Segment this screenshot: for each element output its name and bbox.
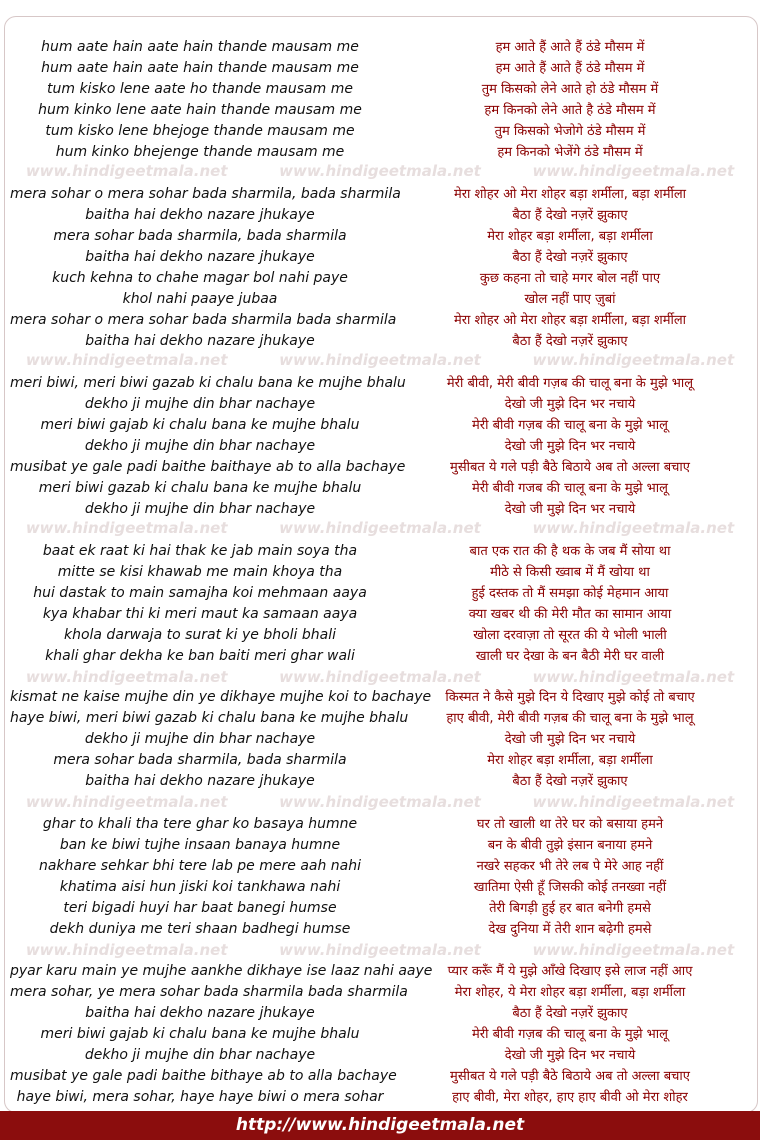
lyric-english: ban ke biwi tujhe insaan banaya humne [59, 837, 341, 853]
lyric-english: hui dastak to main samajha koi mehmaan aaya [33, 585, 367, 601]
lyric-english: kuch kehna to chahe magar bol nahi paye [52, 270, 348, 286]
lyric-hindi: तेरी बिगड़ी हुई हर बात बनेगी हमसे [489, 901, 651, 916]
lyric-hindi: देखो जी मुझे दिन भर नचाये [504, 397, 636, 412]
watermark-text: www.hindigeetmala.net [25, 519, 228, 537]
lyric-hindi: मेरी बीवी गजब की चालू बना के मुझे भालू [472, 481, 668, 496]
lyric-english: meri biwi gajab ki chalu bana ke mujhe bhalu [40, 1026, 360, 1042]
lyric-line [0, 436, 760, 457]
lyric-english: hum aate hain aate hain thande mausam me [41, 39, 359, 55]
lyric-line [0, 373, 760, 394]
lyric-english: pyar karu main ye mujhe aankhe dikhaye ise laaz nahi aaye [10, 963, 433, 979]
lyric-english: dekho ji mujhe din bhar nachaye [84, 731, 316, 747]
lyric-hindi: मेरी बीवी गज़ब की चालू बना के मुझे भालू [472, 1027, 668, 1042]
lyric-english: baitha hai dekho nazare jhukaye [85, 207, 315, 223]
lyric-hindi: हम आते हैं आते हैं ठंडे मौसम में [495, 61, 645, 76]
lyric-line [0, 1087, 760, 1108]
lyric-line [0, 478, 760, 499]
lyric-hindi: मीठे से किसी ख्वाब में मैं खोया था [490, 565, 650, 580]
lyric-line [0, 37, 760, 58]
lyric-line [0, 1024, 760, 1045]
lyric-line [0, 771, 760, 792]
lyric-line [0, 961, 760, 982]
lyric-line [0, 625, 760, 646]
lyric-line [0, 499, 760, 520]
lyric-hindi: हुई दस्तक तो मैं समझा कोई मेहमान आया [471, 586, 669, 601]
watermark-text: www.hindigeetmala.net [279, 351, 481, 369]
lyric-hindi: खोल नहीं पाए ज़ुबां [524, 292, 616, 307]
lyric-line [0, 268, 760, 289]
stanza [0, 961, 760, 1108]
watermark-text: www.hindigeetmala.net [532, 519, 735, 537]
lyric-hindi: देखो जी मुझे दिन भर नचाये [504, 439, 636, 454]
lyric-hindi: मुसीबत ये गले पड़ी बैठे बिठाये अब तो अल्ला बचाए [450, 460, 690, 475]
lyric-english: dekho ji mujhe din bhar nachaye [84, 1047, 316, 1063]
lyric-hindi: देखो जी मुझे दिन भर नचाये [504, 732, 636, 747]
lyric-english: hum aate hain aate hain thande mausam me [41, 60, 359, 76]
watermark-text: www.hindigeetmala.net [25, 162, 228, 180]
lyric-hindi: हम किनको भेजेंगे ठंडे मौसम में [497, 145, 643, 160]
watermark-text: www.hindigeetmala.net [279, 668, 481, 686]
lyric-hindi: देख दुनिया में तेरी शान बढ़ेगी हमसे [488, 922, 652, 937]
lyric-english: dekho ji mujhe din bhar nachaye [84, 501, 316, 517]
watermark-text: www.hindigeetmala.net [25, 793, 228, 811]
lyric-english: khatima aisi hun jiski koi tankhawa nahi [59, 879, 341, 895]
lyric-english: dekh duniya me teri shaan badhegi humse [49, 921, 351, 937]
lyric-english: khali ghar dekha ke ban baiti meri ghar wali [45, 648, 355, 664]
lyric-hindi: हाए बीवी, मेरा शोहर, हाए हाए बीवी ओ मेरा शोहर [452, 1090, 688, 1105]
watermark-text: www.hindigeetmala.net [25, 941, 228, 959]
lyric-line [0, 205, 760, 226]
lyric-english: baitha hai dekho nazare jhukaye [85, 333, 315, 349]
lyric-line [0, 708, 760, 729]
lyric-line [0, 79, 760, 100]
lyric-hindi: हम आते हैं आते हैं ठंडे मौसम में [495, 40, 645, 55]
lyric-hindi: मेरी बीवी गज़ब की चालू बना के मुझे भालू [472, 418, 668, 433]
lyric-line [0, 58, 760, 79]
lyric-english: teri bigadi huyi har baat banegi humse [63, 900, 337, 916]
lyric-line [0, 289, 760, 310]
watermark-text: www.hindigeetmala.net [532, 793, 735, 811]
lyric-line [0, 583, 760, 604]
lyric-line [0, 919, 760, 940]
lyric-line [0, 729, 760, 750]
lyric-hindi: खोला दरवाज़ा तो सूरत की ये भोली भाली [473, 628, 667, 643]
lyric-hindi: देखो जी मुझे दिन भर नचाये [504, 502, 636, 517]
lyric-hindi: मेरा शोहर बड़ा शर्मीला, बड़ा शर्मीला [487, 229, 653, 244]
lyric-english: mitte se kisi khawab me main khoya tha [57, 564, 343, 580]
lyric-hindi: खातिमा ऐसी हूँ जिसकी कोई तनख्वा नहीं [473, 880, 667, 895]
lyric-line [0, 1003, 760, 1024]
stanza [0, 37, 760, 163]
lyric-line [0, 877, 760, 898]
watermark-text: www.hindigeetmala.net [279, 162, 481, 180]
lyric-hindi: बैठा हैं देखो नज़रें झुकाए [512, 208, 628, 223]
lyric-english: meri biwi, meri biwi gazab ki chalu bana ke mujhe bhalu [10, 375, 406, 391]
lyric-line [0, 184, 760, 205]
lyric-hindi: किस्मत ने कैसे मुझे दिन ये दिखाए मुझे कोई तो बचाए [445, 690, 695, 705]
lyric-hindi: मेरा शोहर ओ मेरा शोहर बड़ा शर्मीला, बड़ा शर्मीला [453, 313, 687, 328]
lyric-english: mera sohar o mera sohar bada sharmila bada sharmila [10, 312, 397, 328]
footer-url[interactable]: http://www.hindigeetmala.net [0, 1111, 760, 1140]
lyric-hindi: बैठा हैं देखो नज़रें झुकाए [512, 1006, 628, 1021]
lyric-english: meri biwi gajab ki chalu bana ke mujhe bhalu [40, 417, 360, 433]
lyric-line [0, 100, 760, 121]
stanza [0, 373, 760, 520]
watermark-text: www.hindigeetmala.net [532, 162, 735, 180]
lyric-line [0, 898, 760, 919]
stanza [0, 541, 760, 667]
lyric-english: ghar to khali tha tere ghar ko basaya humne [42, 816, 358, 832]
lyric-english: baitha hai dekho nazare jhukaye [85, 773, 315, 789]
watermark-text: www.hindigeetmala.net [532, 351, 735, 369]
lyric-hindi: बैठा हैं देखो नज़रें झुकाए [512, 774, 628, 789]
lyric-english: hum kinko lene aate hain thande mausam me [38, 102, 362, 118]
lyric-english: nakhare sehkar bhi tere lab pe mere aah nahi [38, 858, 362, 874]
lyric-line [0, 856, 760, 877]
lyric-hindi: बात एक रात की है थक के जब मैं सोया था [469, 544, 671, 559]
stanza [0, 184, 760, 352]
lyric-english: tum kisko lene aate ho thande mausam me [47, 81, 353, 97]
lyric-hindi: देखो जी मुझे दिन भर नचाये [504, 1048, 636, 1063]
lyric-hindi: घर तो खाली था तेरे घर को बसाया हमने [476, 817, 664, 832]
lyric-line [0, 687, 760, 708]
lyric-line [0, 604, 760, 625]
lyric-english: dekho ji mujhe din bhar nachaye [84, 396, 316, 412]
lyric-english: meri biwi gazab ki chalu bana ke mujhe bhalu [38, 480, 362, 496]
watermark-text: www.hindigeetmala.net [279, 793, 481, 811]
lyric-line [0, 226, 760, 247]
lyric-line [0, 982, 760, 1003]
watermark-text: www.hindigeetmala.net [532, 941, 735, 959]
lyric-hindi: खाली घर देखा के बन बैठी मेरी घर वाली [475, 649, 665, 664]
lyric-line [0, 814, 760, 835]
lyric-english: musibat ye gale padi baithe bithaye ab to alla bachaye [10, 1068, 397, 1084]
lyric-english: baitha hai dekho nazare jhukaye [85, 1005, 315, 1021]
lyric-hindi: मेरा शोहर, ये मेरा शोहर बड़ा शर्मीला, बड़ा शर्मीला [454, 985, 686, 1000]
lyric-english: haye biwi, mera sohar, haye haye biwi o mera sohar [16, 1089, 384, 1105]
lyric-line [0, 562, 760, 583]
lyric-hindi: बैठा हैं देखो नज़रें झुकाए [512, 334, 628, 349]
lyric-line [0, 541, 760, 562]
lyric-english: mera sohar o mera sohar bada sharmila, bada sharmila [10, 186, 401, 202]
watermark-text: www.hindigeetmala.net [532, 668, 735, 686]
lyric-line [0, 415, 760, 436]
lyric-english: tum kisko lene bhejoge thande mausam me [45, 123, 355, 139]
lyric-hindi: मेरी बीवी, मेरी बीवी गज़ब की चालू बना के मुझे भालू [446, 376, 694, 391]
lyric-english: hum kinko bhejenge thande mausam me [55, 144, 345, 160]
lyric-english: mera sohar bada sharmila, bada sharmila [53, 228, 347, 244]
lyric-hindi: नखरे सहकर भी तेरे लब पे मेरे आह नहीं [476, 859, 664, 874]
stanza [0, 687, 760, 792]
lyric-hindi: हाए बीवी, मेरी बीवी गज़ब की चालू बना के मुझे भालू [446, 711, 694, 726]
watermark-text: www.hindigeetmala.net [25, 668, 228, 686]
lyric-english: kismat ne kaise mujhe din ye dikhaye mujhe koi to bachaye [10, 689, 432, 705]
lyric-hindi: मेरा शोहर ओ मेरा शोहर बड़ा शर्मीला, बड़ा शर्मीला [453, 187, 687, 202]
lyric-line [0, 835, 760, 856]
lyric-line [0, 310, 760, 331]
lyric-hindi: कुछ कहना तो चाहे मगर बोल नहीं पाए [479, 271, 661, 286]
lyric-hindi: तुम किसको लेने आते हो ठंडे मौसम में [481, 82, 659, 97]
lyric-hindi: बन के बीवी तुझे इंसान बनाया हमने [487, 838, 653, 853]
lyric-hindi: हम किनको लेने आते है ठंडे मौसम में [484, 103, 656, 118]
stanza [0, 814, 760, 940]
lyric-hindi: मेरा शोहर बड़ा शर्मीला, बड़ा शर्मीला [487, 753, 653, 768]
lyric-hindi: बैठा हैं देखो नज़रें झुकाए [512, 250, 628, 265]
lyric-english: dekho ji mujhe din bhar nachaye [84, 438, 316, 454]
lyric-line [0, 394, 760, 415]
lyric-english: khola darwaja to surat ki ye bholi bhali [63, 627, 337, 643]
watermark-text: www.hindigeetmala.net [25, 351, 228, 369]
lyric-line [0, 1045, 760, 1066]
lyric-english: khol nahi paaye jubaa [122, 291, 278, 307]
lyric-line [0, 331, 760, 352]
lyric-english: mera sohar bada sharmila, bada sharmila [53, 752, 347, 768]
lyric-english: baat ek raat ki hai thak ke jab main soya tha [42, 543, 358, 559]
lyric-hindi: प्यार करूँ मैं ये मुझे आँखे दिखाए इसे लाज नहीं आए [447, 964, 693, 979]
watermark-text: www.hindigeetmala.net [279, 941, 481, 959]
lyric-line [0, 457, 760, 478]
lyric-line [0, 1066, 760, 1087]
lyric-line [0, 121, 760, 142]
lyric-english: haye biwi, meri biwi gazab ki chalu bana ke mujhe bhalu [10, 710, 409, 726]
lyric-line [0, 750, 760, 771]
lyric-hindi: क्या खबर थी की मेरी मौत का सामान आया [468, 607, 672, 622]
lyric-line [0, 247, 760, 268]
lyric-hindi: मुसीबत ये गले पड़ी बैठे बिठाये अब तो अल्ला बचाए [450, 1069, 690, 1084]
lyric-english: baitha hai dekho nazare jhukaye [85, 249, 315, 265]
lyric-line [0, 142, 760, 163]
lyric-english: mera sohar, ye mera sohar bada sharmila bada sharmila [10, 984, 408, 1000]
lyric-english: musibat ye gale padi baithe baithaye ab to alla bachaye [10, 459, 406, 475]
lyric-english: kya khabar thi ki meri maut ka samaan aaya [42, 606, 358, 622]
watermark-text: www.hindigeetmala.net [279, 519, 481, 537]
lyric-hindi: तुम किसको भेजोगे ठंडे मौसम में [494, 124, 646, 139]
lyric-line [0, 646, 760, 667]
